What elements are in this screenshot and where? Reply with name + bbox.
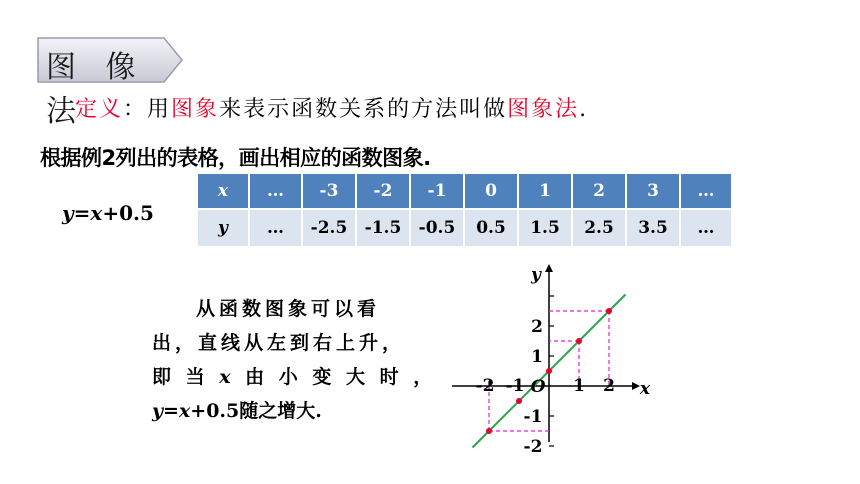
table-cell: … <box>250 174 303 210</box>
x-tick-label: -2 <box>475 376 495 396</box>
table-cell: 1.5 <box>519 210 573 246</box>
definition-term-2: 图象法 <box>507 97 580 122</box>
definition-text-1: 用 <box>147 97 172 122</box>
data-point <box>576 338 582 344</box>
table-cell: x <box>198 174 250 210</box>
conclusion-eq: = <box>163 400 179 422</box>
origin-label: O <box>530 377 546 397</box>
conclusion-x: x <box>219 366 235 388</box>
formula-y: y <box>62 201 74 225</box>
table-cell: -2 <box>357 174 411 210</box>
formula-rest: +0.5 <box>102 201 154 225</box>
table-cell: 3 <box>627 174 681 210</box>
table-cell: -1 <box>411 174 465 210</box>
table-cell: … <box>681 174 733 210</box>
table-cell: -3 <box>303 174 357 210</box>
table-cell: y <box>198 210 250 246</box>
conclusion-line-3b: 由 小 变 大 时 ， <box>234 366 437 388</box>
table-cell: 0.5 <box>465 210 519 246</box>
table-cell: 2.5 <box>573 210 627 246</box>
conclusion-y: y <box>152 400 164 422</box>
task-instruction: 根据例2列出的表格，画出相应的函数图象. <box>40 146 431 170</box>
y-tick-label: -1 <box>523 407 543 427</box>
formula-x: x <box>90 201 103 225</box>
conclusion-line-2: 出，直线从左到右上升， <box>152 332 406 354</box>
conclusion-x2: x <box>178 400 191 422</box>
table-cell: -0.5 <box>411 210 465 246</box>
definition-label: 定义 <box>75 97 124 122</box>
table-cell: … <box>681 210 733 246</box>
data-point <box>486 428 492 434</box>
y-axis-arrow <box>545 264 553 272</box>
x-tick-label: 2 <box>603 376 615 396</box>
data-point <box>516 398 522 404</box>
table-cell: -1.5 <box>357 210 411 246</box>
table-cell: 0 <box>465 174 519 210</box>
conclusion-line-1: 从函数图象可以看 <box>196 298 381 320</box>
table-cell: -2.5 <box>303 210 357 246</box>
table-cell: 2 <box>573 174 627 210</box>
table-cell: … <box>250 210 303 246</box>
x-axis-arrow <box>632 382 640 390</box>
y-tick-label: 1 <box>531 347 543 367</box>
data-point <box>546 368 552 374</box>
y-tick-label: -2 <box>523 437 543 457</box>
formula-eq: = <box>73 201 91 225</box>
y-axis-label: y <box>531 265 541 285</box>
table-cell: 3.5 <box>627 210 681 246</box>
definition-colon: ： <box>123 97 148 122</box>
data-point <box>606 308 612 314</box>
x-tick-label: 1 <box>573 376 585 396</box>
x-axis-label: x <box>639 379 651 399</box>
section-title: 图 像 法 <box>46 50 146 129</box>
definition-end: . <box>579 97 589 122</box>
conclusion-line-4b: +0.5随之增大. <box>190 400 322 422</box>
y-tick-label: 2 <box>531 317 543 337</box>
table-cell: 1 <box>519 174 573 210</box>
definition-term-1: 图象 <box>171 97 220 122</box>
x-tick-label: -1 <box>505 376 525 396</box>
conclusion-line-3a: 即 当 <box>152 366 220 388</box>
definition-text-2: 来表示函数关系的方法叫做 <box>219 97 508 122</box>
